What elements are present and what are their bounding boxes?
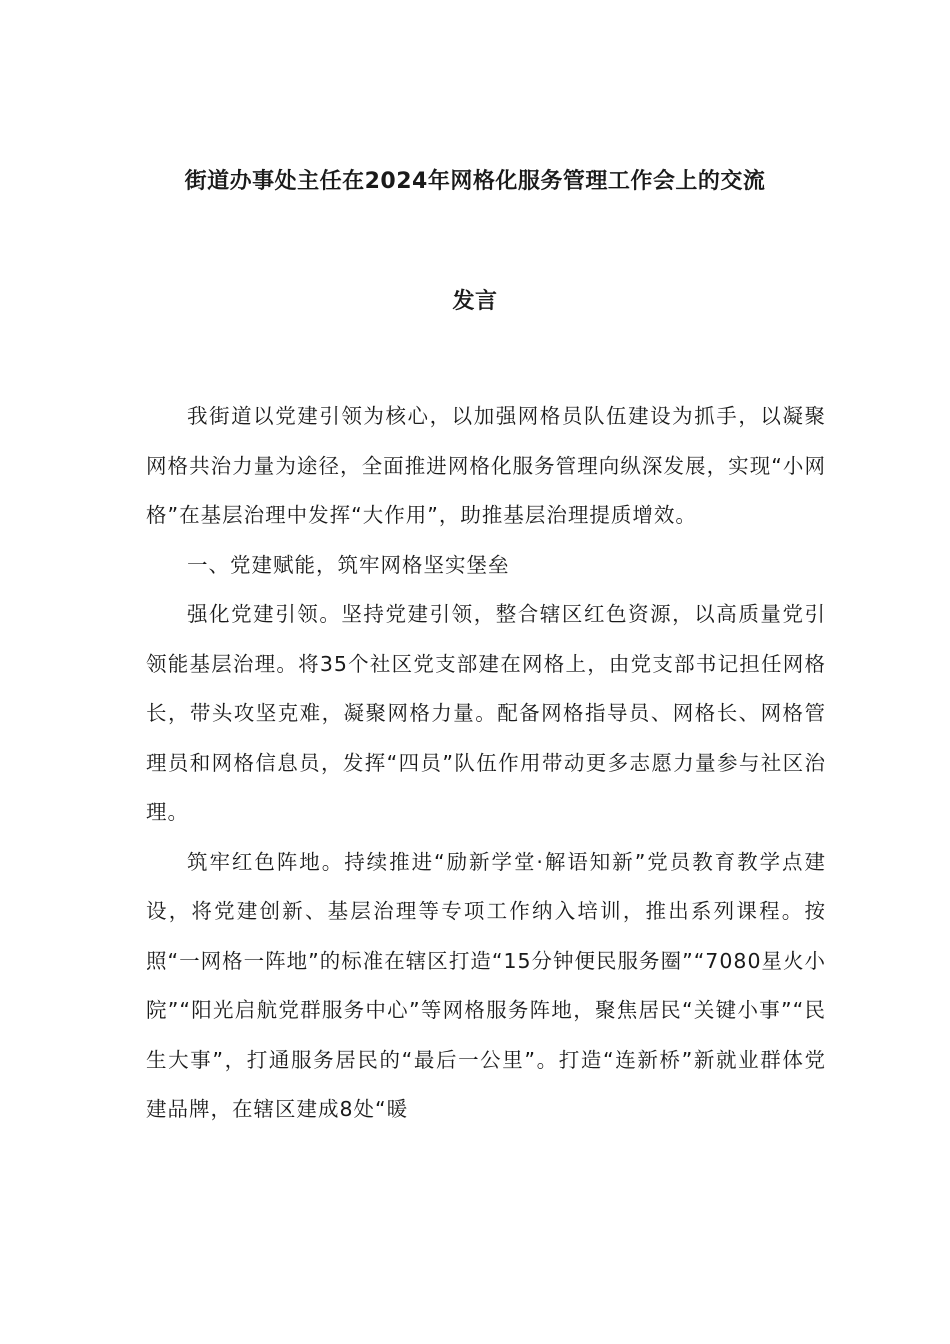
section-heading-1: 一、党建赋能，筑牢网格坚实堡垒 xyxy=(187,552,510,577)
paragraph-party-leadership: 强化党建引领。坚持党建引领，整合辖区红色资源，以高质量党引领能基层治理。将35个社区党支部建在网格上，由党支部书记担任网格长，带头攻坚克难，凝聚网格力量。配备网格指导员、网格长、网格管理员和网格信息员，发挥“四员”队伍作用带动更多志愿力量参与社区治理。 xyxy=(146,602,826,824)
document-title-line2: 发言 xyxy=(452,289,498,314)
paragraph-intro: 我街道以党建引领为核心，以加强网格员队伍建设为抓手，以凝聚网格共治力量为途径，全面推进网格化服务管理向纵深发展，实现“小网格”在基层治理中发挥“大作用”，助推基层治理提质增效。 xyxy=(146,404,826,527)
document-body xyxy=(146,392,826,1135)
paragraph-red-positions: 筑牢红色阵地。持续推进“励新学堂·解语知新”党员教育教学点建设，将党建创新、基层治理等专项工作纳入培训，推出系列课程。按照“一网格一阵地”的标准在辖区打造“15分钟便民服务圈”“7080星火小院”“阳光启航党群服务中心”等网格服务阵地，聚焦居民“关键小事”“民生大事”，打通服务居民的“最后一公里”。打造“连新桥”新就业群体党建品牌，在辖区建成8处“暖 xyxy=(146,849,826,1121)
document-title-line1: 街道办事处主任在2024年网格化服务管理工作会上的交流 xyxy=(184,169,766,194)
